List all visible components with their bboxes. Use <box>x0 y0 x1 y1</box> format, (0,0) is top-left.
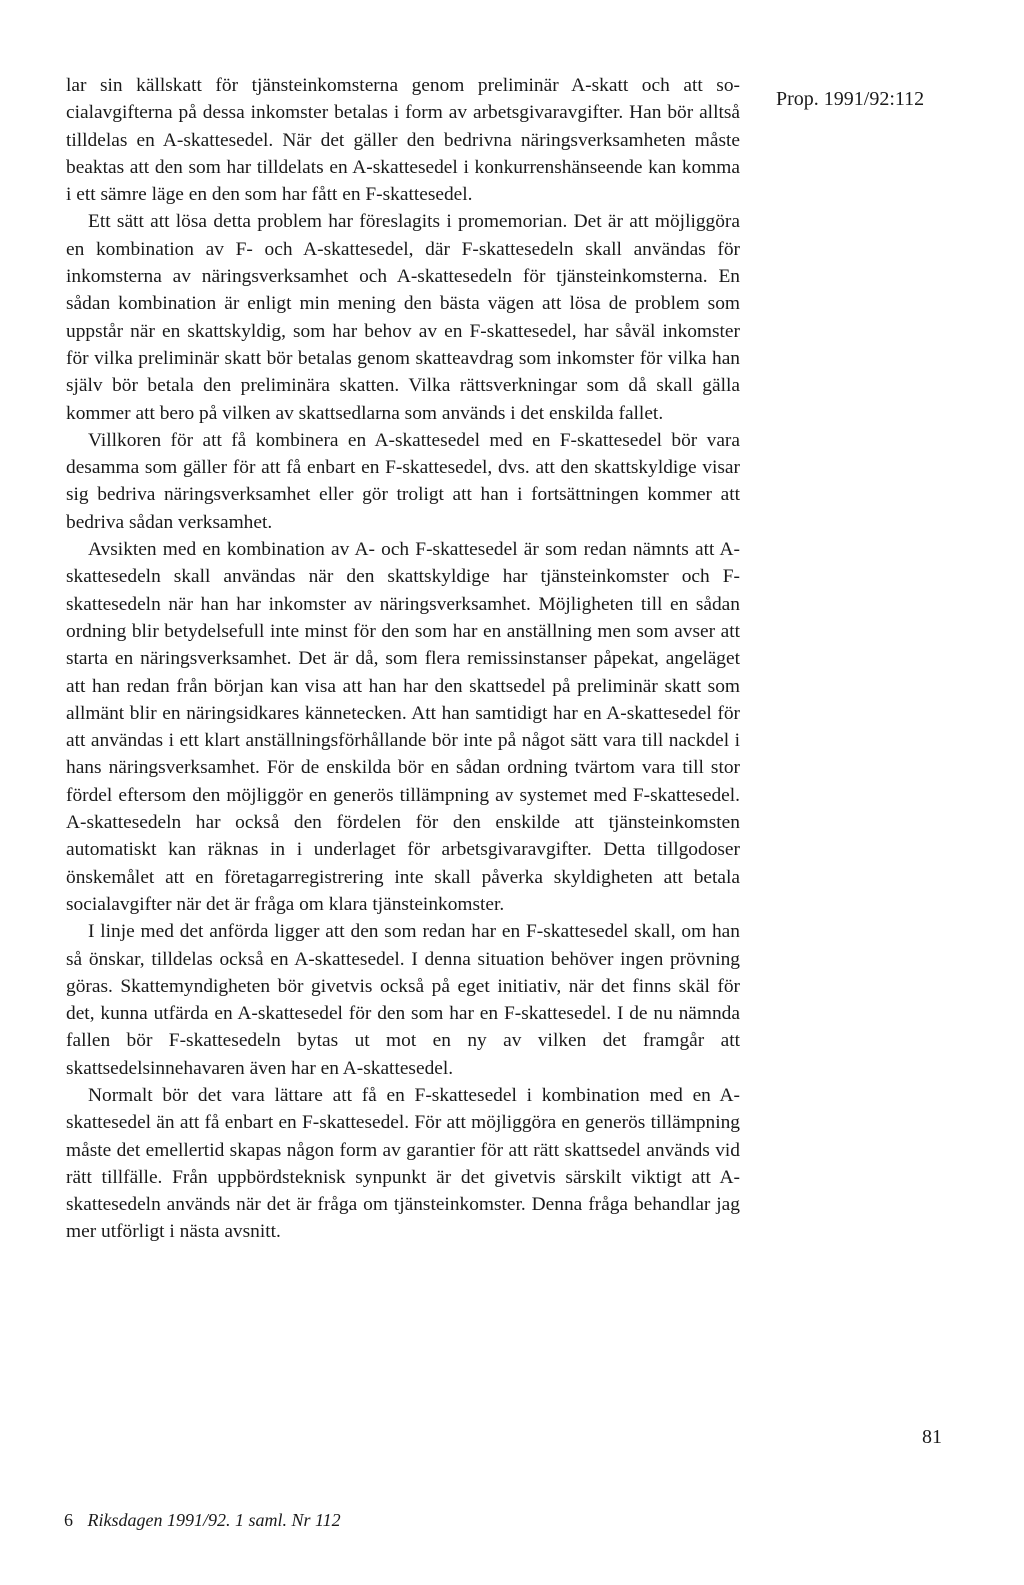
paragraph-3: Villkoren för att få kombinera en A-skattesedel med en F-skattesedel bör vara desamma som gäller för att få enbart en F-skattesedel, dvs. att den skattskyldige visar sig bedriva näringsverksamhet eller gör troligt att han i fortsättningen kommer att bedriva sådan verksamhet. <box>66 429 740 533</box>
paragraph-5: I linje med det anförda ligger att den som redan har en F-skattesedel skall, om han så önskar, tilldelas också en A-skattesedel. I denna situation behöver ingen prövning göras. Skattemyndigheten bör givetvis också på eget initiativ, när det finns skäl för det, kunna utfärda en A-skattesedel för den som har en F-skattesedel. I de nu nämnda fallen bör F-skattesedeln bytas ut mot en ny av vilken det framgår att skattsedelsinnehavaren även har en A-skattesedel. <box>66 921 740 1079</box>
paragraph-6: Normalt bör det vara lättare att få en F-skattesedel i kombination med en A-skattesedel än att få enbart en F-skattesedel. För att möjliggöra en generös tillämpning måste det emellertid skapas någon form av garantier för att rätt skattsedel används vid rätt tillfälle. Från uppbördsteknisk synpunkt är det givetvis särskilt viktigt att A-skattesedeln används när det är fråga om tjänsteinkomster. Denna fråga behandlar jag mer utförligt i nästa avsnitt. <box>66 1084 740 1243</box>
page-footer <box>64 1508 341 1532</box>
signature-number: 6 <box>64 1510 73 1530</box>
body-text <box>66 72 740 1246</box>
paragraph-4: Avsikten med en kombination av A- och F-skattesedel är som redan nämnts att A-skattesedeln skall användas när den skattskyldige har tjänsteinkomster och F-skattesedeln när han har inkomster av näringsverksamhet. Möjligheten till en sådan ordning blir betydelsefull inte minst för den som har en anställning men som avser att starta en näringsverksamhet. Det är då, som flera remissinstanser påpekat, angeläget att han redan från början kan visa att han har den skattsedel på preliminär skatt som allmänt blir en näringsidkares kännetecken. Att han samtidigt har en A-skattesedel för att användas i ett klart anställningsförhållande bör inte på något sätt vara till nackdel i hans näringsverksamhet. För de enskilda bör en sådan ordning tvärtom vara till stor fördel eftersom den möjliggör en generös tillämpning av systemet med F-skattesedel. A-skattesedeln har också den fördelen för den enskilde att tjänsteinkomsten automatiskt kan räknas in i underlaget för arbetsgivaravgifter. Detta tillgodoser önskemålet att en företagarregistrering inte skall påverka skyldigheten att betala socialavgifter när det är fråga om klara tjänsteinkomster. <box>66 539 740 915</box>
page-number: 81 <box>922 1426 942 1448</box>
paragraph-2: Ett sätt att lösa detta problem har föreslagits i promemorian. Det är att möjliggöra en kombination av F- och A-skattesedel, där F-skattesedeln skall användas för inkomsterna av näringsverksamhet och A-skattesedeln för tjänsteinkomsterna. En sådan kombination är enligt min mening den bästa vägen att lösa de problem som uppstår när en skattskyldig, som har behov av en F-skattesedel, har såväl inkomster för vilka preliminär skatt bör betalas genom skatteavdrag som inkomster för vilka han själv bör betala den preliminära skatten. Vilka rättsverkningar som då skall gälla kommer att bero på vilken av skattsedlarna som används i det enskilda fallet. <box>66 211 740 424</box>
footer-source: Riksdagen 1991/92. 1 saml. Nr 112 <box>87 1510 341 1530</box>
paragraph-1: lar sin källskatt för tjänsteinkomsterna genom preliminär A-skatt och att socialavgifterna på dessa inkomster betalas i form av arbetsgivaravgifter. Han bör alltså tilldelas en A-skattesedel. När det gäller den bedrivna näringsverksamheten måste beaktas att den som har tilldelats en A-skattesedel i konkurrenshänseende kan komma i ett sämre läge en den som har fått en F-skattesedel. <box>66 75 740 206</box>
proposition-reference: Prop. 1991/92:112 <box>776 88 925 110</box>
